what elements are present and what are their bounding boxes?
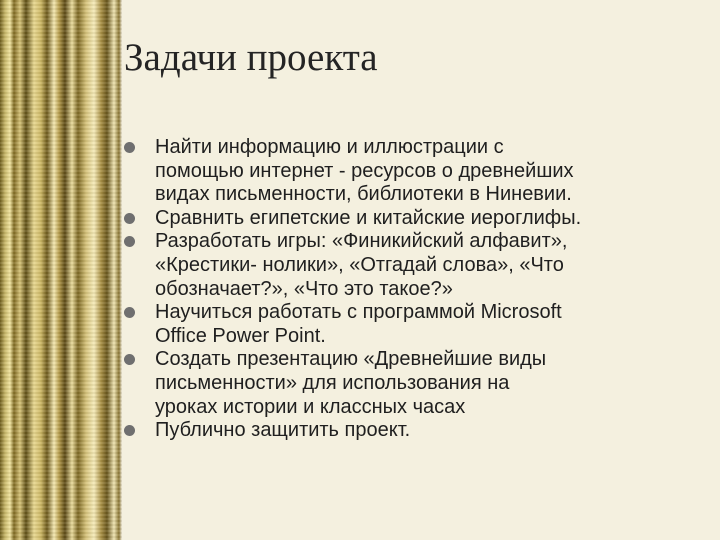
bullet-item	[122, 207, 708, 231]
bullet-line: уроках истории и классных часах	[155, 395, 466, 418]
bullet-line: «Крестики- нолики», «Отгадай слова», «Что	[155, 253, 564, 276]
decorative-stripes	[0, 0, 122, 540]
bullet-line: Найти информацию и иллюстрации с	[155, 136, 504, 158]
bullet-list	[122, 136, 708, 443]
bullet-icon	[124, 236, 135, 247]
bullet-icon	[124, 354, 135, 365]
bullet-item	[122, 230, 708, 301]
bullet-icon	[124, 213, 135, 224]
slide-title: Задачи проекта	[124, 36, 378, 79]
bullet-line: Сравнить египетские и китайские иероглифы.	[155, 206, 582, 229]
bullet-item	[122, 301, 708, 348]
bullet-icon	[124, 142, 135, 153]
bullet-item	[122, 419, 708, 443]
bullet-line: Office Power Point.	[155, 324, 326, 347]
bullet-line: Разработать игры: «Финикийский алфавит»,	[155, 230, 568, 253]
bullet-item	[122, 348, 708, 419]
bullet-line: письменности» для использования на	[155, 371, 510, 394]
bullet-line: видах письменности, библиотеки в Ниневии.	[155, 183, 572, 206]
bullet-line: Создать презентацию «Древнейшие виды	[155, 348, 547, 371]
bullet-line: Публично защитить проект.	[155, 419, 411, 442]
bullet-icon	[124, 425, 135, 436]
bullet-icon	[124, 307, 135, 318]
bullet-line: обозначает?», «Что это такое?»	[155, 277, 453, 300]
bullet-line: помощью интернет - ресурсов о древнейших	[155, 159, 574, 182]
bullet-item	[122, 136, 708, 207]
bullet-line: Научиться работать с программой Microsoft	[155, 301, 562, 324]
